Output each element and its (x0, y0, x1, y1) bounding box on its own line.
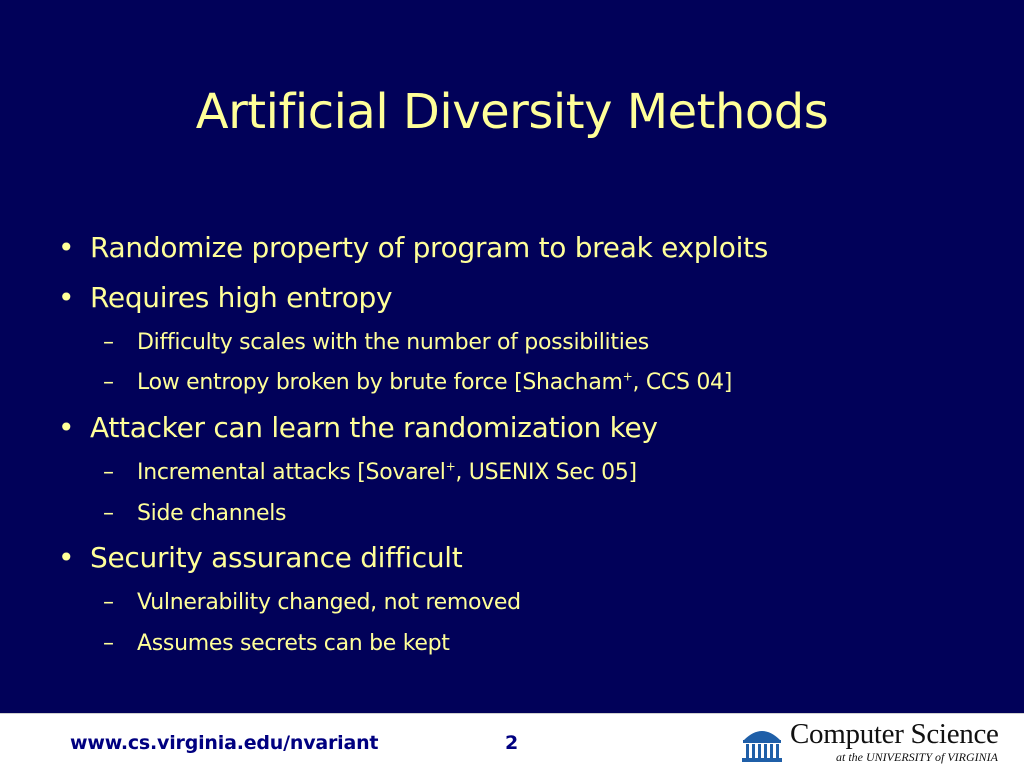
sub-bullet-mark: – (103, 501, 114, 526)
bullet-mark: • (58, 231, 75, 264)
sub-bullet-item (103, 330, 649, 355)
bullet-item (58, 411, 658, 444)
bullet-item (58, 231, 768, 264)
sub-bullet-mark: – (103, 631, 114, 656)
bullet-mark: • (58, 411, 75, 444)
sub-bullet-mark: – (103, 460, 114, 485)
slide-title: Artificial Diversity Methods (195, 84, 829, 140)
bullet-text: Requires high entropy (90, 281, 393, 314)
sub-bullet-mark: – (103, 590, 114, 615)
sub-bullet-item (103, 590, 521, 615)
page-number: 2 (505, 732, 519, 754)
sub-bullet-mark: – (103, 370, 114, 395)
sub-bullet-text-cont: , USENIX Sec 05] (455, 460, 637, 485)
sub-bullet-text: Side channels (137, 501, 287, 526)
rotunda-icon (740, 720, 784, 764)
superscript: + (622, 369, 633, 384)
logo-title: Computer Science (790, 718, 999, 750)
cs-uva-logo (740, 718, 1020, 766)
footer-url-link[interactable]: www.cs.virginia.edu/nvariant (70, 732, 379, 754)
bullet-text: Randomize property of program to break exploits (90, 231, 769, 264)
bullet-text: Security assurance difficult (90, 541, 463, 574)
bullet-text: Attacker can learn the randomization key (90, 411, 658, 444)
bullet-mark: • (58, 281, 75, 314)
superscript: + (445, 459, 456, 474)
sub-bullet-item (103, 631, 450, 656)
logo-subtitle: at the UNIVERSITY of VIRGINIA (836, 750, 998, 764)
sub-bullet-text: Assumes secrets can be kept (137, 631, 450, 656)
sub-bullet-mark: – (103, 330, 114, 355)
sub-bullet-item (103, 370, 732, 395)
sub-bullet-item (103, 460, 637, 485)
slide-footer (0, 713, 1024, 769)
bullet-item (58, 281, 392, 314)
bullet-mark: • (58, 541, 75, 574)
sub-bullet-text: Incremental attacks [Sovarel (137, 460, 446, 485)
sub-bullet-text: Difficulty scales with the number of possibilities (137, 330, 649, 355)
sub-bullet-text: Vulnerability changed, not removed (137, 590, 521, 615)
sub-bullet-text-cont: , CCS 04] (632, 370, 733, 395)
bullet-item (58, 541, 462, 574)
sub-bullet-text: Low entropy broken by brute force [Shacham (137, 370, 623, 395)
sub-bullet-item (103, 501, 286, 526)
